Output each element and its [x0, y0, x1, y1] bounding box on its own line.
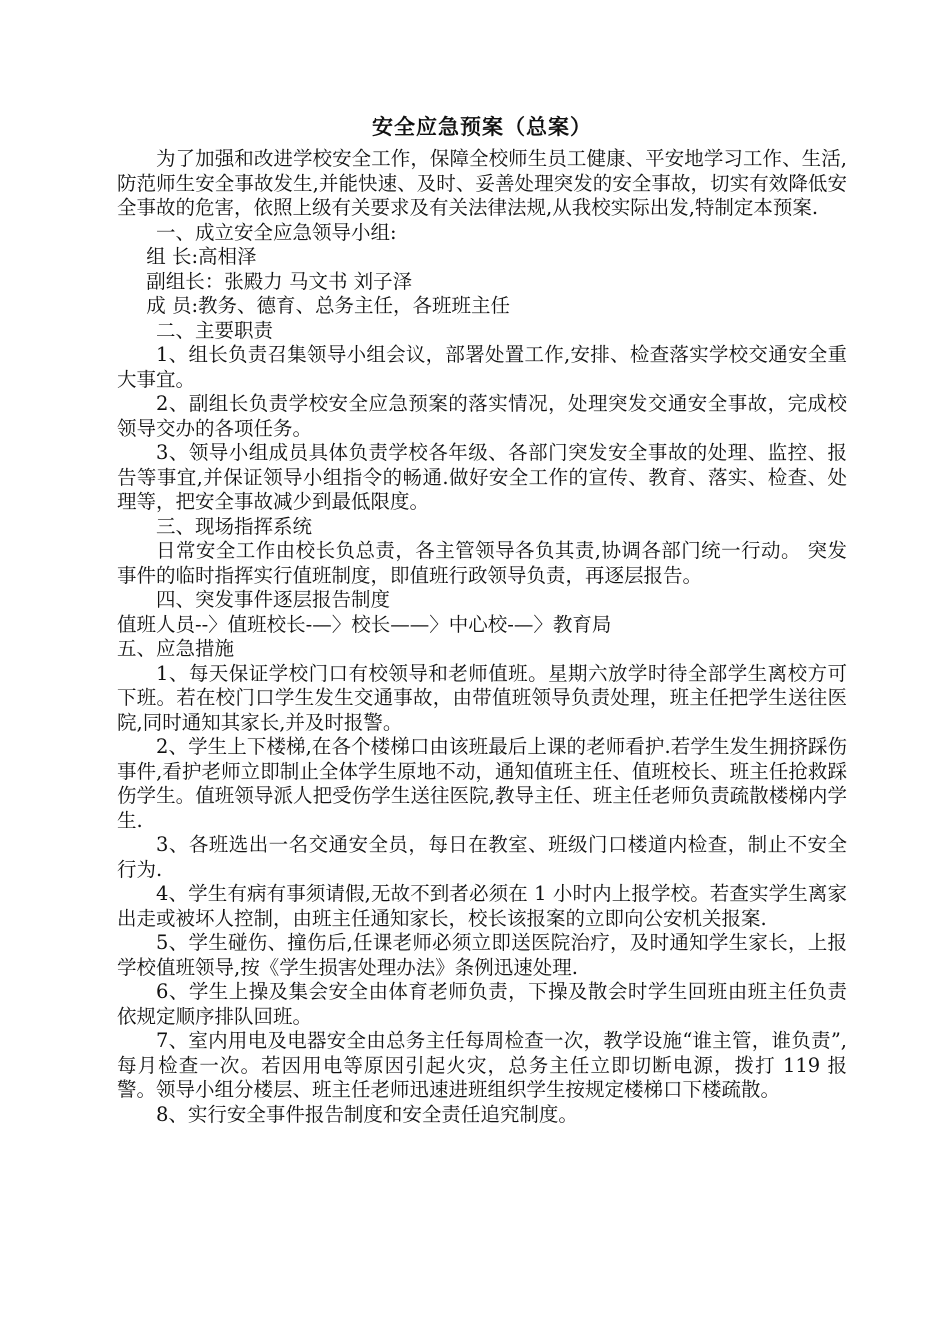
paragraph-3: 副组长：张殿力 马文书 刘子泽 — [146, 269, 413, 293]
paragraph-12: 值班人员--〉值班校长-—〉校长——〉中心校-—〉教育局 — [117, 612, 612, 636]
paragraph-15: 2、学生上下楼梯,在各个楼梯口由该班最后上课的老师看护.若学生发生拥挤踩伤事件,看护老师立即制止全体学生原地不动，通知值班主任、值班校长、班主任抢救踩伤学生。值班领导派人把受伤学生送往医院,教导主任、班主任老师负责疏散楼梯内学生. — [117, 735, 847, 832]
paragraph-8: 3、领导小组成员具体负责学校各年级、各部门突发安全事故的处理、监控、报告等事宜,并保证领导小组指令的畅通.做好安全工作的宣传、教育、落实、检查、处理等，把安全事故减少到最低限度。 — [117, 441, 847, 513]
paragraph-13: 五、应急措施 — [117, 637, 235, 660]
paragraph-1: 一、成立安全应急领导小组: — [156, 220, 397, 244]
paragraph-0: 为了加强和改进学校安全工作，保障全校师生员工健康、平安地学习工作、生活,防范师生安全事故发生,并能快速、及时、妥善处理突发的安全事故，切实有效降低安全事故的危害，依照上级有关要求及有关法律法规,从我校实际出发,特制定本预案. — [117, 147, 847, 219]
paragraph-14: 1、每天保证学校门口有校领导和老师值班。星期六放学时待全部学生离校方可下班。若在校门口学生发生交通事故，由带值班领导负责处理，班主任把学生送往医院,同时通知其家长,并及时报警。 — [117, 661, 847, 734]
document-title: 安全应急预案（总案） — [372, 114, 592, 139]
paragraph-4: 成 员:教务、德育、总务主任，各班班主任 — [146, 294, 511, 317]
paragraph-19: 6、学生上操及集会安全由体育老师负责，下操及散会时学生回班由班主任负责依规定顺序排队回班。 — [117, 980, 847, 1028]
paragraph-10: 日常安全工作由校长负总责，各主管领导各负其责,协调各部门统一行动。 突发事件的临时指挥实行值班制度，即值班行政领导负责，再逐层报告。 — [117, 539, 847, 587]
paragraph-18: 5、学生碰伤、撞伤后,任课老师必须立即送医院治疗，及时通知学生家长，上报学校值班领导,按《学生损害处理办法》条例迅速处理. — [117, 931, 847, 979]
paragraph-7: 2、副组长负责学校安全应急预案的落实情况，处理突发交通安全事故，完成校领导交办的各项任务。 — [117, 392, 847, 440]
paragraph-9: 三、现场指挥系统 — [156, 514, 313, 538]
paragraph-17: 4、学生有病有事须请假,无故不到者必须在 1 小时内上报学校。若查实学生离家出走或被坏人控制，由班主任通知家长，校长该报案的立即向公安机关报案. — [117, 882, 847, 930]
paragraph-21: 8、实行安全事件报告制度和安全责任追究制度。 — [156, 1102, 578, 1126]
paragraph-20: 7、室内用电及电器安全由总务主任每周检查一次，教学设施“谁主管，谁负责”,每月检查一次。若因用电等原因引起火灾，总务主任立即切断电源，拨打 119 报警。领导小组分楼层、班主任老师迅速进班组织学生按规定楼梯口下楼疏散。 — [117, 1029, 847, 1101]
paragraph-16: 3、各班选出一名交通安全员，每日在教室、班级门口楼道内检查，制止不安全行为. — [117, 833, 847, 881]
paragraph-6: 1、组长负责召集领导小组会议，部署处置工作,安排、检查落实学校交通安全重大事宜。 — [117, 343, 847, 391]
paragraph-2: 组 长:高相泽 — [146, 245, 257, 268]
paragraph-11: 四、突发事件逐层报告制度 — [156, 588, 391, 611]
document-page — [117, 112, 847, 1127]
document-body — [117, 147, 847, 1127]
paragraph-5: 二、主要职责 — [156, 318, 274, 342]
